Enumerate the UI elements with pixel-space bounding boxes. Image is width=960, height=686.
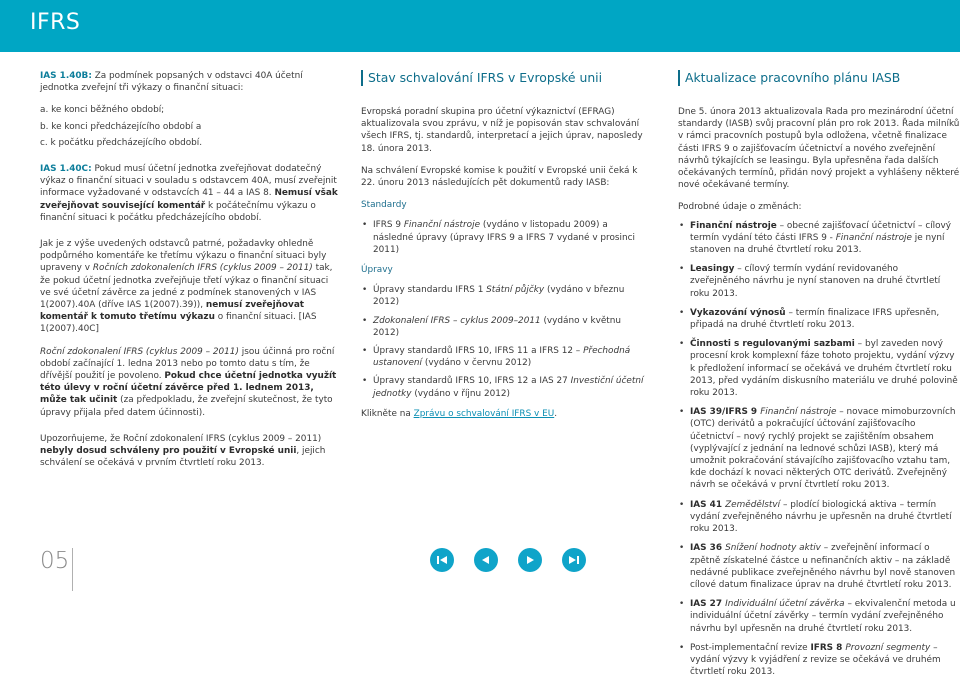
list-item: c. k počátku předcházejícího období. bbox=[40, 137, 203, 148]
first-page-icon[interactable] bbox=[430, 548, 454, 572]
text: – obecné zajišťovací účetnictví – cílový termín vydání této části IFRS 9 - bbox=[690, 220, 952, 243]
paragraph-ias-140c bbox=[40, 163, 340, 224]
paragraph bbox=[361, 408, 646, 420]
page-number: 05 bbox=[40, 548, 70, 574]
text: (vydáno v říjnu 2012) bbox=[411, 388, 511, 399]
text: Jak je z výše uvedených odstavců patrné, požadavky ohledně podpůrného komentáře ke třetímu výkazu o finanční situaci byly upraveny v bbox=[40, 239, 327, 274]
text: o finanční situaci. [IAS 1(2007).40C] bbox=[40, 312, 317, 335]
next-page-icon[interactable] bbox=[518, 548, 542, 572]
text: Upozorňujeme, že Roční zdokonalení IFRS (cyklus 2009 – 2011) bbox=[40, 433, 322, 444]
text-bold: IAS 39/IFRS 9 bbox=[690, 407, 761, 418]
text: – vydání výzvy k vyjádření z revize se očekává ve druhém čtvrtletí roku 2013. bbox=[690, 642, 941, 678]
text-bold: IFRS 8 bbox=[810, 642, 846, 653]
text-italic: Investiční účetní jednotky bbox=[373, 376, 644, 399]
label-ias-140c: IAS 1.40C: bbox=[40, 164, 92, 175]
page-title: IFRS bbox=[30, 10, 81, 35]
list-item bbox=[678, 598, 960, 635]
text: (za předpokladu, že zveřejní skutečnost, že tyto úpravy přijala před datem účinnosti). bbox=[40, 395, 333, 418]
text-bold: Činnosti s regulovanými sazbami bbox=[690, 339, 855, 350]
text-bold: Nemusí však zveřejňovat související komentář bbox=[40, 188, 338, 211]
list-item: a. ke konci běžného období; bbox=[40, 105, 165, 116]
text-italic: Ročních zdokonaleních IFRS (cyklus 2009 – 2011) bbox=[92, 263, 313, 274]
text: , jejich schválení se očekává v prvním čtvrtletí roku 2013. bbox=[40, 446, 326, 469]
text: – zveřejnění informací o zpětně získatelné částce u nefinančních aktiv – na základě nedávné publikace zveřejněného návrhu byl nově stanoven cílové datum finalizace úprav na druhé čtvrtletí roku 2013. bbox=[690, 543, 956, 590]
text-bold: IAS 27 bbox=[690, 599, 726, 610]
page-navigation bbox=[430, 548, 586, 572]
text-italic: Finanční nástroje bbox=[403, 220, 481, 231]
paragraph bbox=[40, 433, 340, 470]
list-item bbox=[361, 284, 646, 308]
list-item bbox=[361, 345, 646, 369]
text: (vydáno v listopadu 2009) a následné úpravy (úpravy IFRS 9 a IFRS 7 vydané v prosinci 2011) bbox=[373, 220, 635, 255]
conditions-list bbox=[40, 104, 340, 149]
text: Úpravy standardů IFRS 10, IFRS 12 a IAS 27 bbox=[373, 376, 571, 387]
standards-list bbox=[361, 219, 646, 256]
text: – plodící biologická aktiva – termín vydání zveřejněného návrhu je upřesněn na druhé čtvrtletí roku 2013. bbox=[690, 499, 952, 535]
list-item bbox=[678, 542, 960, 591]
eu-endorsement-report-link[interactable]: Zprávu o schvalování IFRS v EU bbox=[413, 408, 555, 419]
paragraph: Evropská poradní skupina pro účetní výkaznictví (EFRAG) aktualizovala svou zprávu, v níž je popisován stav schvalování všech IFRS, tj. standardů, interpretací a jejich úprav, naposledy 18. února 2013. bbox=[361, 107, 643, 154]
text-italic: Roční zdokonalení IFRS (cyklus 2009 – 2011) bbox=[40, 346, 239, 357]
paragraph-ias-140b bbox=[40, 70, 340, 94]
subheading-changes: Podrobné údaje o změnách: bbox=[678, 202, 802, 213]
text-italic: Finanční nástroje bbox=[835, 232, 912, 243]
text-italic: Finanční nástroje bbox=[760, 407, 837, 418]
text-italic: Zemědělství bbox=[725, 499, 781, 510]
subheading-standards: Standardy bbox=[361, 200, 407, 211]
last-page-icon[interactable] bbox=[562, 548, 586, 572]
text: Pokud musí účetní jednotka zveřejňovat dodatečný výkaz o finanční situaci v souladu s odstavcem 40A, musí zveřejnit informace vyžadované v odstavcích 41 – 44 a IAS 8. bbox=[40, 164, 337, 199]
paragraph: Na schválení Evropské komise k použití v Evropské unii čeká k 22. únoru 2013 následujících pět dokumentů rady IASB: bbox=[361, 165, 638, 189]
text: Za podmínek popsaných v odstavci 40A účetní jednotka zveřejní tři výkazy o finanční situaci: bbox=[40, 71, 303, 94]
column-left bbox=[40, 70, 340, 479]
text-italic: Snížení hodnoty aktiv bbox=[725, 543, 821, 554]
paragraph bbox=[40, 238, 340, 336]
text: – byl zaveden nový procesní krok komplexní fáze tohoto projektu, vydání výzvy k předložení informací se očekává ve druhém čtvrtletí roku 2013, před vydáním diskusního materiálu ve druhé polovině roku 2013. bbox=[690, 339, 958, 399]
text-italic: Státní půjčky bbox=[486, 285, 545, 296]
list-item bbox=[678, 338, 960, 399]
text: je nyní stanoven na druhé čtvrtletí roku 2013. bbox=[690, 232, 945, 256]
text-italic: Provozní segmenty bbox=[845, 642, 931, 653]
section-heading: Aktualizace pracovního plánu IASB bbox=[678, 70, 960, 86]
text: k počátečnímu výkazu o finanční situaci k počátku předcházejícího období. bbox=[40, 200, 316, 223]
list-item bbox=[361, 375, 646, 399]
text: Úpravy standardu IFRS 1 bbox=[373, 285, 487, 296]
label-ias-140b: IAS 1.40B: bbox=[40, 71, 92, 81]
text-bold: nemusí zveřejňovat komentář k tomuto třetímu výkazu bbox=[40, 300, 305, 323]
list-item bbox=[678, 406, 960, 491]
list-item: b. ke konci předcházejícího období a bbox=[40, 121, 202, 132]
text-italic: Individuální účetní závěrka bbox=[725, 599, 845, 610]
text-bold: Vykazování výnosů bbox=[690, 307, 786, 318]
text: Úpravy standardů IFRS 10, IFRS 11 a IFRS 12 – bbox=[373, 346, 584, 357]
list-item bbox=[678, 263, 960, 300]
text: Klikněte na bbox=[361, 408, 414, 419]
text-bold: Pokud chce účetní jednotka využít této úlevy v roční účetní závěrce před 1. lednem 2013, může tak učinit bbox=[40, 371, 337, 406]
subheading-amendments: Úpravy bbox=[361, 265, 393, 276]
list-item bbox=[361, 315, 646, 339]
text: (vydáno v březnu 2012) bbox=[373, 285, 625, 308]
text: IFRS 9 bbox=[373, 220, 404, 231]
list-item bbox=[678, 642, 960, 679]
list-item bbox=[678, 220, 960, 257]
text-bold: IAS 36 bbox=[690, 543, 726, 554]
list-item bbox=[361, 219, 646, 256]
text: – termín finalizace IFRS upřesněn, připadá na druhé čtvrtletí roku 2013. bbox=[690, 307, 940, 331]
text: – cílový termín vydání revidovaného zveřejněného návrhu je nyní stanoven na druhé čtvrtletí roku 2013. bbox=[690, 264, 941, 299]
text: tak, že pokud účetní jednotka zveřejňuje třetí výkaz o finanční situaci ve své účetní závěrce za jedné z podmínek stanovených v IAS 1(2007).40A (dříve IAS 1(2007).39)), bbox=[40, 263, 333, 311]
page-divider bbox=[72, 548, 73, 591]
text: – novace mimoburzovních (OTC) derivátů a pokračující účtování zajišťovacího účetnictví – nový rychlý projekt se zajištěním obsahem (vyplývající z jednání na lednové schůzi IASB), který má umožnit pokračování stávajícího zajišťovacího vztahu tam, kde dochází k novaci některých OTC derivátů. Zveřejněný návrh se očekává v první čtvrtletí roku 2013. bbox=[690, 407, 956, 491]
text-italic: Přechodná ustanovení bbox=[373, 346, 631, 369]
text-bold: Finanční nástroje bbox=[690, 220, 777, 231]
text: (vydáno v červnu 2012) bbox=[422, 358, 532, 369]
text: Post-implementační revize bbox=[690, 642, 811, 653]
text-bold: nebyly dosud schváleny pro použití v Evropské unii bbox=[40, 446, 297, 457]
paragraph bbox=[40, 346, 340, 419]
text: (vydáno v květnu 2012) bbox=[373, 315, 622, 338]
list-item bbox=[678, 499, 960, 536]
text-bold: IAS 41 bbox=[690, 499, 726, 510]
changes-list bbox=[678, 220, 960, 679]
text: jsou účinná pro roční období začínající 1. ledna 2013 nebo po tomto datu s tím, že dřívější použití je povoleno. bbox=[40, 346, 335, 382]
column-middle bbox=[361, 70, 646, 430]
text: . bbox=[554, 408, 558, 419]
text: – ekvivalenční metoda u individuální účetní závěrky – termín vydání zveřejněného návrhu byl upřesněn na druhé čtvrtletí roku 2013. bbox=[690, 599, 956, 634]
amendments-list bbox=[361, 284, 646, 400]
list-item bbox=[678, 307, 960, 331]
section-heading: Stav schvalování IFRS v Evropské unii bbox=[361, 70, 646, 86]
text-italic: Zdokonalení IFRS – cyklus 2009–2011 bbox=[373, 315, 541, 326]
column-right bbox=[678, 70, 960, 686]
paragraph: Dne 5. února 2013 aktualizovala Rada pro mezinárodní účetní standardy (IASB) svůj pracovní plán pro rok 2013. Řada milníků v rámci pracovních postupů byla odložena, včetně finalizace části IFRS 9 o zajišťovacím účetnictví a nového zveřejnění návrhů týkajících se leasingu. Byla upřesněna řada dalších očekávaných termínů, přidán nový projekt a vyhlášeny některé nové očekávané termíny. bbox=[678, 107, 960, 191]
text-bold: Leasingy bbox=[690, 264, 735, 275]
previous-page-icon[interactable] bbox=[474, 548, 498, 572]
header-bar bbox=[0, 0, 960, 52]
